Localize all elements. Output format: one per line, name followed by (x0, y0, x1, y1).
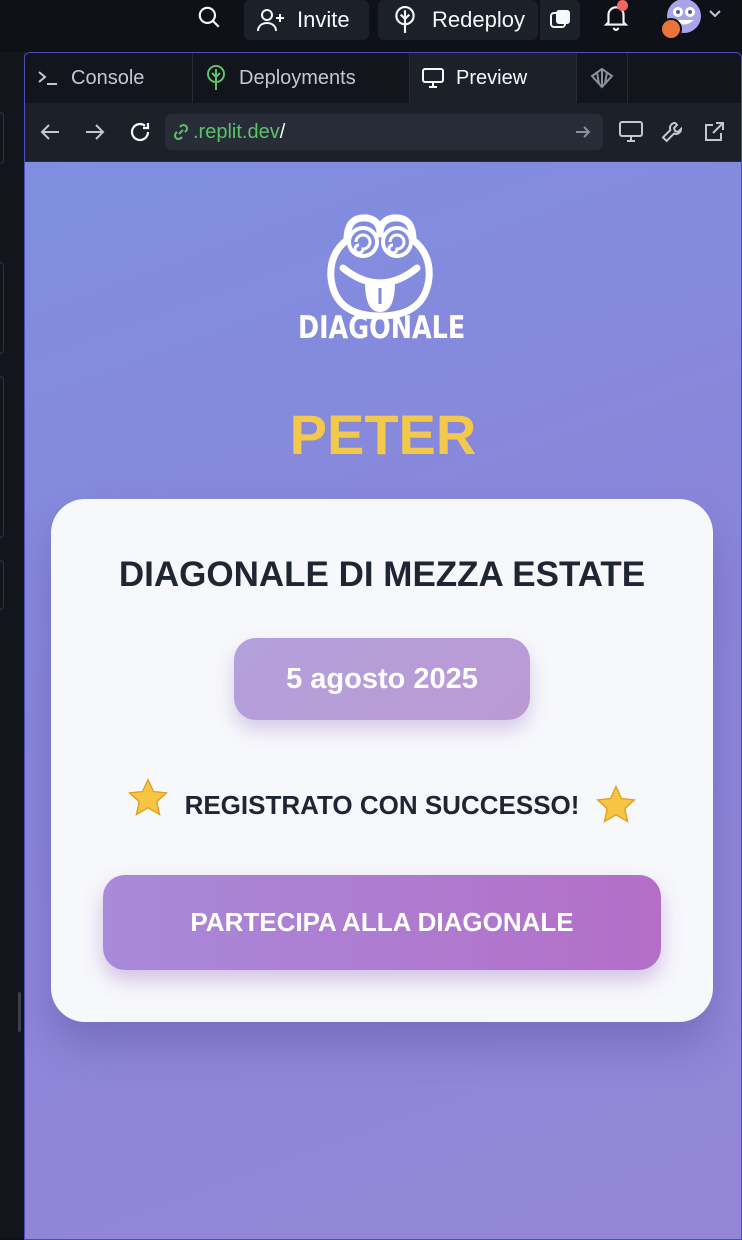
deploy-icon (392, 6, 418, 34)
back-icon[interactable] (39, 122, 61, 142)
deployments-icon (205, 65, 227, 91)
tab-console[interactable] (25, 53, 193, 103)
address-bar (25, 103, 741, 162)
url-domain: .replit.dev (193, 120, 280, 143)
open-external-icon[interactable] (702, 120, 726, 144)
logo-text: DIAGONALE (298, 310, 466, 346)
url-field[interactable] (165, 114, 603, 150)
resize-handle[interactable] (18, 992, 21, 1032)
tab-extra[interactable] (577, 53, 628, 103)
event-date-badge: 5 agosto 2025 (234, 638, 530, 720)
sidebar-panel-edge (0, 262, 4, 354)
preview-viewport (25, 162, 741, 1239)
link-icon (172, 123, 190, 141)
event-title: DIAGONALE DI MEZZA ESTATE (118, 555, 646, 594)
avatar-badge (660, 18, 682, 40)
device-preview-icon[interactable] (619, 121, 643, 143)
redeploy-button[interactable] (378, 0, 538, 40)
tab-preview-label: Preview (456, 66, 528, 89)
redeploy-options-button[interactable] (540, 0, 580, 40)
go-arrow-icon[interactable] (575, 124, 591, 140)
star-icon (127, 777, 169, 819)
tab-deployments[interactable] (193, 53, 410, 103)
terminal-icon (37, 69, 59, 87)
sidebar-panel-edge (0, 112, 4, 164)
join-diagonale-button[interactable]: PARTECIPA ALLA DIAGONALE (103, 875, 661, 970)
webview-panel (24, 52, 742, 1240)
tab-preview[interactable] (410, 53, 577, 103)
windows-icon (548, 8, 572, 32)
tab-deployments-label: Deployments (239, 66, 356, 89)
sidebar-panel-edge (0, 560, 4, 610)
notification-dot (617, 0, 628, 11)
registration-status (51, 775, 713, 835)
user-name: PETER (289, 403, 477, 466)
left-sidebar-edge (0, 52, 25, 1238)
devtools-wrench-icon[interactable] (660, 120, 684, 144)
add-user-icon (257, 7, 285, 33)
forward-icon[interactable] (84, 122, 106, 142)
redeploy-label: Redeploy (432, 7, 525, 32)
monitor-icon (422, 68, 444, 88)
shell-icon (590, 67, 614, 89)
top-bar (0, 0, 742, 52)
tab-bar (25, 53, 741, 103)
chevron-down-icon[interactable] (708, 8, 722, 20)
frog-mascot-icon (305, 212, 455, 322)
star-icon (595, 784, 637, 826)
status-text: REGISTRATO CON SUCCESSO! (184, 789, 580, 820)
search-icon[interactable] (196, 4, 222, 30)
sidebar-panel-edge (0, 376, 4, 538)
registration-card (51, 499, 713, 1022)
url-path: / (279, 120, 286, 143)
invite-button[interactable] (244, 0, 369, 40)
reload-icon[interactable] (128, 120, 152, 144)
invite-label: Invite (297, 7, 350, 32)
tab-console-label: Console (71, 66, 145, 89)
